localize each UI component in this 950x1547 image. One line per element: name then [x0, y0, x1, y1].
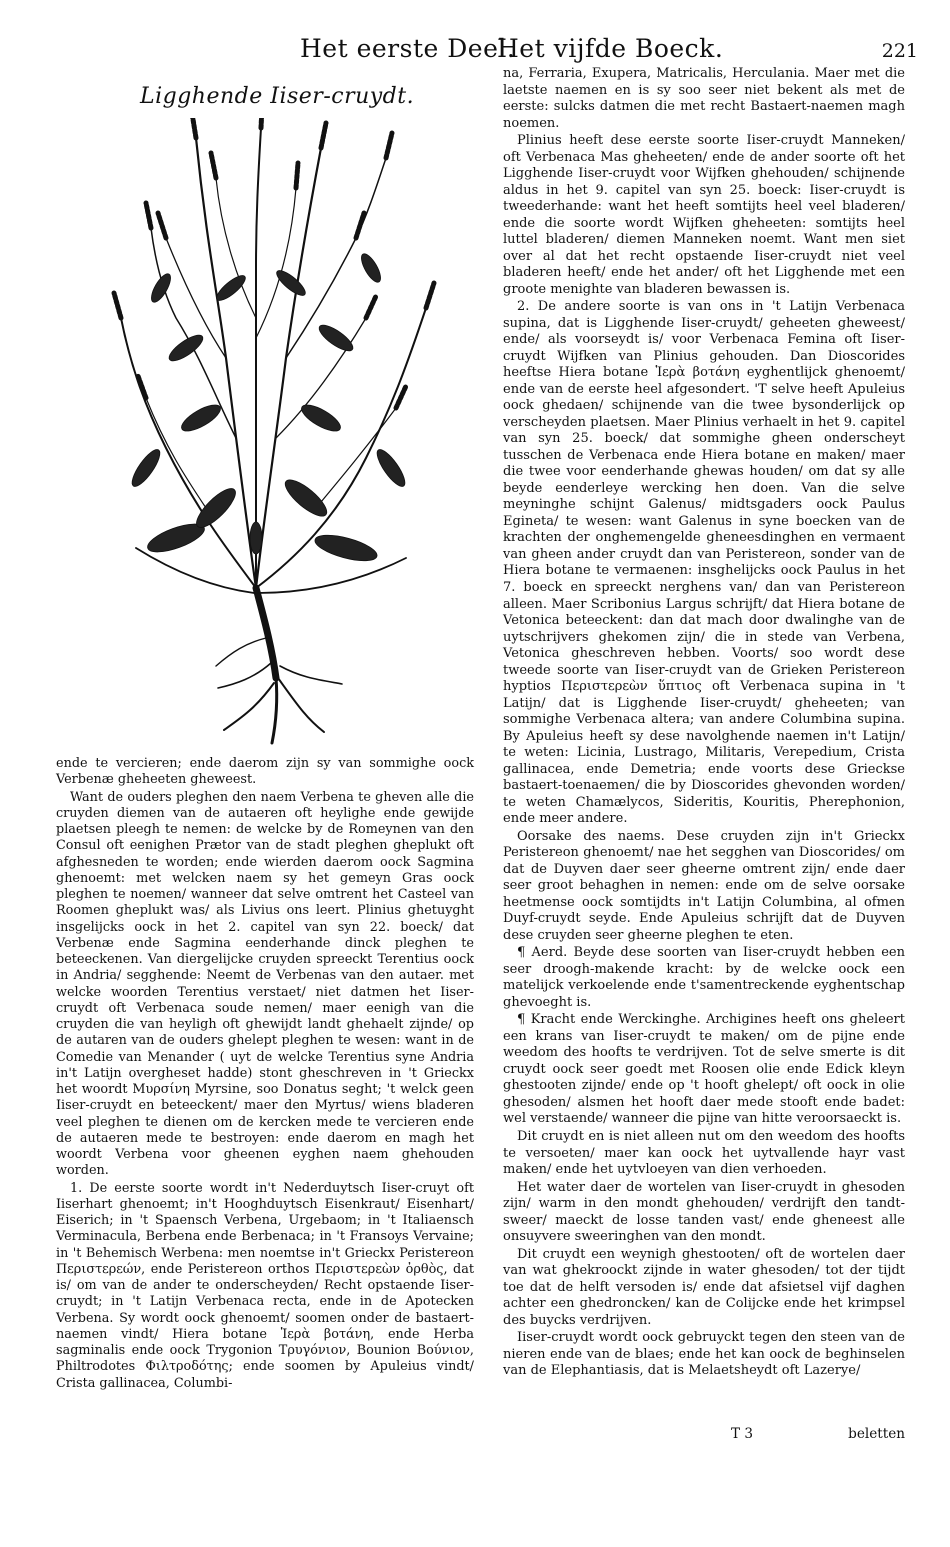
paragraph: Oorsake des naems. Dese cruyden zijn in't Grieckx Peristereon ghenoemt/ nae het segghen van Dioscorides/ om dat de Duyven daer seer gheerne omtrent zijn/ ende daer seer groot behaghen in nemen: ende om de selve oorsake heetmense oock somtijdts in't Latijn Columbina, al ofmen Duyf-cruydt seyde. Ende Apuleius schrijft dat de Duyven dese cruyden seer gheerne pleghen te eten. — [503, 828, 905, 943]
paragraph: ¶ Kracht ende Werckinghe. Archigines heeft ons gheleert een krans van Iiser-cruydt te maken/ om de pijne ende weedom des hoofts te verdrijven. Tot de selve smerte is dit cruydt oock seer goedt met Roosen olie ende Edick kleyn ghestooten zijnde/ ende op 't hooft ghelept/ oft oock in olie ghesoden/ alsmen het hooft daer mede stooft ende badet: wel verstaende/ wanneer die pijne van hitte veroorsaeckt is. — [503, 1012, 905, 1127]
paragraph: 2. De andere soorte is van ons in 't Latijn Verbenaca supina, dat is Ligghende Iiser-cruydt/ geheeten gheweest/ ende/ als voorseydt is/ voor Verbenaca Femina oft Iiser-cruydt Wijfken van Plinius gehouden. Dan Dioscorides heeftse Hiera botane Ἱερὰ βοτάνη eyghentlijck ghenoemt/ ende van de eerste heel afgesondert. 'T selve heeft Apuleius oock ghedaen/ schijnende van die twee bysonderlijck op verscheyden plaetsen. Maer Plinius verhaelt in het 9. capitel van syn 25. boeck/ dat sommighe gheen onderscheyt tusschen de Verbenaca ende Hiera botane en maken/ maer die twee voor eenderhande ghewas houden/ om dat sy alle beyde eenderleye wercking hen doen. Van die selve meyninghe schijnt Galenus/ midtsgaders oock Paulus Egineta/ te wesen: want Galenus in syne boecken van de krachten der onghemengelde gheneesdinghen en vermaent van gheen ander cruydt dan van Peristereon, sonder van de Hiera botane te vermaenen: insghelijcks oock Paulus in het 7. boeck en spreeckt nerghens van/ dan van Peristereon alleen. Maer Scribonius Largus schrijft/ dat Hiera botane de Vetonica beteeckent: dan dat mach door dwalinghe van de uytschrijvers ghekomen zijn/ die in stede van Verbena, Vetonica gheschreven hebben. Voorts/ soo wordt dese tweede soorte van Iiser-cruydt van de Grieken Peristereon hyptios Περιστερεὼν ὕπτιος oft Verbenaca supina in 't Latijn/ dat is Ligghende Iiser-cruydt/ gheheeten; van sommighe Verbenaca altera; van andere Columbina supina. By Apuleius heeft sy dese navolghende naemen in't Latijn/ te weten: Licinia, Lustrago, Militaris, Verepedium, Crista gallinacea, ende Demetria; ende voorts dese Grieckse bastaert-toenaemen/ die by Dioscorides ghevonden worden/ te weten Chamælycos, Sideritis, Kouritis, Pherephonion, ende meer andere. — [503, 299, 905, 827]
running-head-right: Het vijfde Boeck. — [497, 34, 724, 63]
running-head-left: Het eerste Deel. — [300, 34, 516, 63]
paragraph: na, Ferraria, Exupera, Matricalis, Herculania. Maer met die laetste naemen en is sy soo seer niet bekent als met de eerste: sulcks datmen die met recht Bastaert-naemen magh noemen. — [503, 66, 905, 131]
catchword: beletten — [848, 1426, 905, 1442]
page-footer — [503, 1426, 905, 1444]
paragraph: Dit cruydt een weynigh ghestooten/ oft de wortelen daer van wat ghekroockt zijnde in water ghesoden/ tot der tijdt toe dat de helft versoden is/ ende dat afsietsel vijf daghen achter een ghedroncken/ kan de Colijcke ende het krimpsel des buycks verdrijven. — [503, 1246, 905, 1328]
paragraph: Iiser-cruydt wordt oock gebruyckt tegen den steen van de nieren ende van de blaes; ende het kan oock de beghinselen van de Elephantiasis, dat is Melaetsheydt oft Lazerye/ — [503, 1330, 905, 1379]
paragraph: ende te vercieren; ende daerom zijn sy van sommighe oock Verbenæ gheheeten gheweest. — [56, 756, 474, 788]
paragraph: ¶ Aerd. Beyde dese soorten van Iiser-cruydt hebben een seer droogh-makende kracht: by de welcke oock een matelijck verkoelende ende t'samentreckende eyghentschap ghevoeght is. — [503, 945, 905, 1010]
paragraph: Het water daer de wortelen van Iiser-cruydt in ghesoden zijn/ warm in den mondt ghehouden/ verdrijft den tandt-sweer/ maeckt de losse tanden vast/ ende gheneest alle onsuyvere sweeringhen van den mondt. — [503, 1179, 905, 1245]
right-text-column — [503, 66, 905, 1380]
signature-mark: T 3 — [731, 1426, 754, 1442]
left-text-column — [56, 756, 474, 1392]
plant-illustration-icon — [106, 118, 446, 748]
paragraph: Want de ouders pleghen den naem Verbena te gheven alle die cruyden diemen van de autaeren oft heylighe ende gewijde plaetsen pleegh te nemen: de welcke by de Romeynen van den Consul oft eenighen Prætor van de stadt pleghen gheplukt oft afghesneden te worden; ende wierden daerom oock Sagmina ghenoemt: met welcken naem sy het gemeyn Gras oock pleghen te noemen/ wanneer dat selve omtrent het Casteel van Roomen gheplukt was/ als Livius ons leert. Plinius ghetuyght insgelijcks oock in het 2. capitel van syn 22. boeck/ dat Verbenæ ende Sagmina eenderhande dinck pleghen te beteeckenen. Van diergelijcke cruyden spreeckt Terentius oock in Andria/ segghende: Neemt de Verbenas van den autaer. met welcke woorden Terentius verstaet/ niet datmen het Iiser-cruydt oft Verbenaca soude nemen/ maer eenigh van die cruyden die van heyligh oft ghewijdt landt ghehaelt zijnde/ op de autaren van de ouders ghelept pleghen te wesen: want in de Comedie van Menander ( uyt de welcke Terentius syne Andria in't Latijn overgheset hadde) stont gheschreven in 't Grieckx het woordt Μυρσίνη Myrsine, soo Donatus seght; 't welck geen Iiser-cruydt en beteeckent/ maer den Myrtus/ wiens bladeren veel pleghen te dienen om de kercken mede te vercieren ende de autaeren mede te bestroyen: ende daerom en magh het woordt Verbena voor gheenen eyghen naem ghehouden worden. — [56, 789, 474, 1179]
paragraph: Plinius heeft dese eerste soorte Iiser-cruydt Manneken/ oft Verbenaca Mas gheheeten/ ende de ander soorte oft het Ligghende Iiser-cruydt voor Wijfken ghehouden/ schijnende aldus in het 9. capitel van syn 25. boeck: Iiser-cruydt is tweederhande: want het heeft somtijts heel veel bladeren/ ende die soorte wordt Wijfken gheheeten: somtijts heel luttel bladeren/ diemen Manneken noemt. Want men siet over al dat het recht opstaende Iiser-cruydt niet veel bladeren heeft/ ende het ander/ oft het Ligghende met een groote menighte van bladeren bewassen is. — [503, 133, 905, 297]
figure-caption: Ligghende Iiser-cruydt. — [140, 84, 415, 109]
paragraph: Dit cruydt en is niet alleen nut om den weedom des hoofts te versoeten/ maer kan oock het uytvallende hayr vast maken/ ende het uytvloeyen van dien verhoeden. — [503, 1129, 905, 1178]
paragraph: 1. De eerste soorte wordt in't Nederduytsch Iiser-cruyt oft Iiserhart ghenoemt; in't Hooghduytsch Eisenkraut/ Eisenhart/ Eiserich; in 't Spaensch Verbena, Urgebaom; in 't Italiaensch Verminacula, Berbena ende Berbenaca; in 't Fransoys Vervaine; in 't Behemisch Werbena: men noemtse in't Grieckx Peristereon Περιστερεών, ende Peristereon orthos Περιστερεὼν ὀρθὸς, dat is/ om van de ander te onderscheyden/ Recht opstaende Iiser-cruydt; in 't Latijn Verbenaca recta, ende in de Apotecken Verbena. Sy wordt oock ghenoemt/ soomen onder de bastaert-naemen vindt/ Hiera botane Ἱερὰ βοτάνη, ende Herba sagminalis ende oock Trygonion Τρυγόνιον, Bounion Βούνιον, Philtrodotes Φιλτροδότης; ende soomen by Apuleius vindt/ Crista gallinacea, Columbi- — [56, 1180, 474, 1391]
page-number: 221 — [881, 40, 918, 62]
